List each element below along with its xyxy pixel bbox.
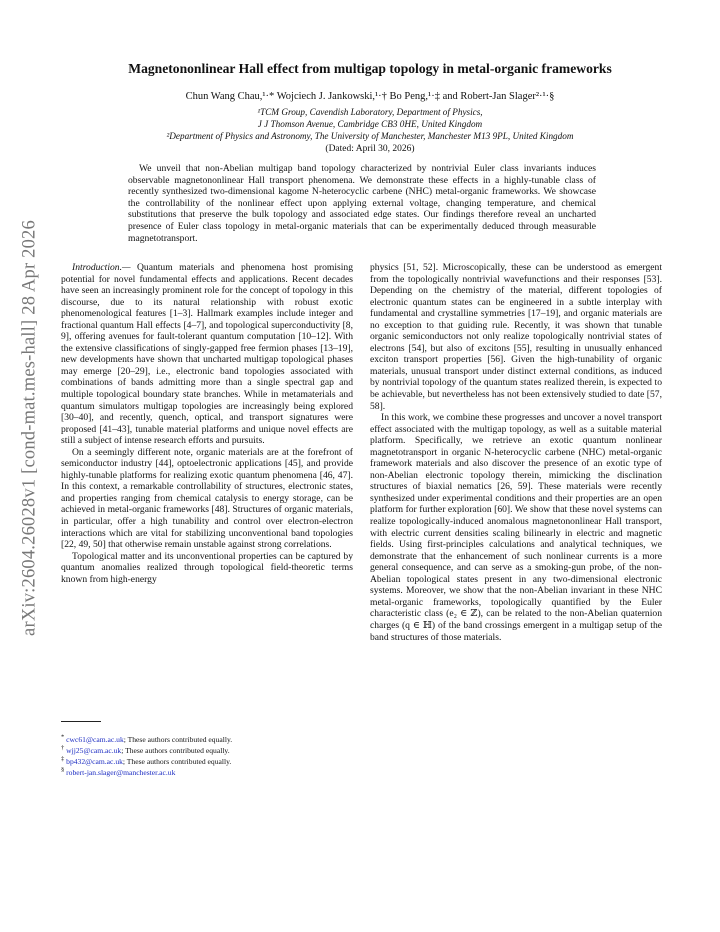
footnote-2 [61, 745, 361, 756]
column-right [370, 262, 662, 643]
paragraph-intro [61, 262, 353, 447]
email-link[interactable]: robert-jan.slager@manchester.ac.uk [66, 768, 176, 777]
footnote-note: ; These authors contributed equally. [123, 735, 233, 744]
intro-label: Introduction.— [72, 262, 131, 273]
arxiv-sidebar [18, 220, 42, 636]
affiliation-2: ²Department of Physics and Astronomy, The University of Manchester, Manchester M13 9PL, United Kingdom [166, 131, 574, 141]
affiliation-1b: J J Thomson Avenue, Cambridge CB3 0HE, United Kingdom [257, 119, 483, 129]
footnote-note: ; These authors contributed equally. [121, 746, 230, 755]
affiliation-1a: ¹TCM Group, Cavendish Laboratory, Department of Physics, [257, 107, 483, 117]
footnote-note: ; These authors contributed equally. [122, 757, 232, 766]
footnote-3 [61, 756, 361, 767]
intro-text: Quantum materials and phenomena host promising potential for novel fundamental effects and applications. Recent decades have seen an increasingly prominent role for the concept of topology in this discourse, due to its natural relationship with robust exotic phenomenological features [1–3]. Hallmark examples include integer and fractional quantum Hall effects [4–7], and topological superconductivity [8, 9], offering avenues for fault-tolerant quantum computation [10–12]. With the extensive classifications of singly-gapped free fermion phases [13–19], new developments have shown that uncharted multigap topological phases may emerge [20–29], i.e., electronic band topologies associated with combinations of bands admitting more than a single spectral gap and multiple topological boundary state branches. While in metamaterials and quantum simulators multigap topologies are increasingly being explored [30–40], and recently, quench, optical, and transport signatures were proposed [41–43], tunable material platforms and unique novel effects are still a subject of intense research efforts and pursuits. [61, 262, 353, 447]
paragraph-topological-matter: Topological matter and its unconventional properties can be captured by quantum anomalies realized through topological field-theoretic terms known from high-energy [61, 550, 353, 585]
footnotes [61, 734, 361, 778]
footnote-mark: ‡ [61, 755, 65, 763]
footnote-rule [61, 721, 101, 722]
footnote-mark: † [61, 744, 65, 752]
footnote-mark: § [61, 766, 65, 774]
paragraph-physics: physics [51, 52]. Microscopically, these can be understood as emergent from the topologically nontrivial wavefunctions and their responses [53]. Depending on the chemistry of the material, different topologies of electronic quantum states can be engineered in a subtle interplay with fundamental and crystalline symmetries [17–19], and organic materials are no exception to that guiding rule. Recently, it was shown that tunable organic semiconductors not only realize topologically nontrivial states of electrons [54], but also of excitons [55], resulting in unusually enhanced exciton transport properties [56]. Given the high-tunability of organic materials, unusual transport under distinct external conditions, as induced by nontrivial topology of the quantum states realized therein, is expected to be achievable, but nevertheless has not been extensively studied to date [57, 58]. [370, 262, 662, 412]
email-link[interactable]: bp432@cam.ac.uk [66, 757, 123, 766]
email-link[interactable]: cwc61@cam.ac.uk [66, 735, 124, 744]
paragraph-this-work: In this work, we combine these progresses and uncover a novel transport effect associated with the multigap topology, as well as a suitable material platform. Specifically, we retrieve an exotic quantum nonlinear magnetotransport in organic N-heterocyclic carbene (NHC) metal-organic framework materials and also discover the presence of an exotic type of non-Abelian electronic topology therein, mimicking the disclination structures of biaxial nematics [26, 59]. These materials were recently synthesized under experimental conditions and their properties are an open platform for further exploration [60]. We show that these novel systems can realize topologically-induced anomalous magnetononlinear Hall transport, with electric current densities scaling bilinearly in electric and magnetic fields. Using first-principles calculations and analytical techniques, we demonstrate that the enhancement of such nonlinear currents is a more general consequence, and can serve as a smoking-gun probe, of the non-Abelian topological states present in any two-dimensional electronic systems. Moreover, we show that the non-Abelian invariant in these NHC metal-organic frameworks, topologically quantified by the Euler characteristic class (e₂ ∈ ℤ), can be related to the non-Abelian quaternion charges (q ∈ ℍ) of the band crossings emergent in a multigap setup of the band structures of those materials. [370, 412, 662, 643]
column-left [61, 262, 353, 585]
date-line: (Dated: April 30, 2026) [325, 144, 415, 154]
arxiv-identifier[interactable]: arXiv:2604.26028v1 [cond-mat.mes-hall] 28 Apr 2026 [19, 220, 40, 636]
abstract: We unveil that non-Abelian multigap band topology characterized by nontrivial Euler class invariants induces observable magnetononlinear Hall transport phenomena. We demonstrate these effects in a highly-tunable class of recently synthesized two-dimensional kagome N-heterocyclic carbene (NHC) metal-organic frameworks. We showcase the controllability of the nonlinear effect upon applying external voltage, changing temperature, and chemical substitutions that preserve the bulk topology and associated edge states. Our findings therefore reveal an uncharted presence of Euler class topology in metal-organic materials that can be experimentally deduced through measurable magnetotransport. [128, 163, 596, 244]
paragraph-organic: On a seemingly different note, organic materials are at the forefront of semiconductor industry [44], optoelectronic applications [45], and provide highly-tunable platforms for realizing exotic quantum phenomena [46, 47]. In this context, a remarkable controllability of structures, electronic states, and properties ranging from chemical catalysis to energy storage, can be achieved in metal-organic frameworks [48]. Structures of organic materials, in particular, offer a high tunability and control over electron-electron interactions which are vital for stabilizing unconventional band topologies [22, 49, 50] that otherwise remain unstable against strong correlations. [61, 446, 353, 551]
footnote-4 [61, 767, 361, 778]
email-link[interactable]: wjj25@cam.ac.uk [66, 746, 122, 755]
footnote-1 [61, 734, 361, 745]
author-list: Chun Wang Chau,¹·* Wojciech J. Jankowski,¹·† Bo Peng,¹·‡ and Robert-Jan Slager²·¹·§ [185, 91, 555, 102]
footnote-mark: * [61, 733, 65, 741]
paper-title: Magnetononlinear Hall effect from multigap topology in metal-organic frameworks [128, 61, 612, 76]
